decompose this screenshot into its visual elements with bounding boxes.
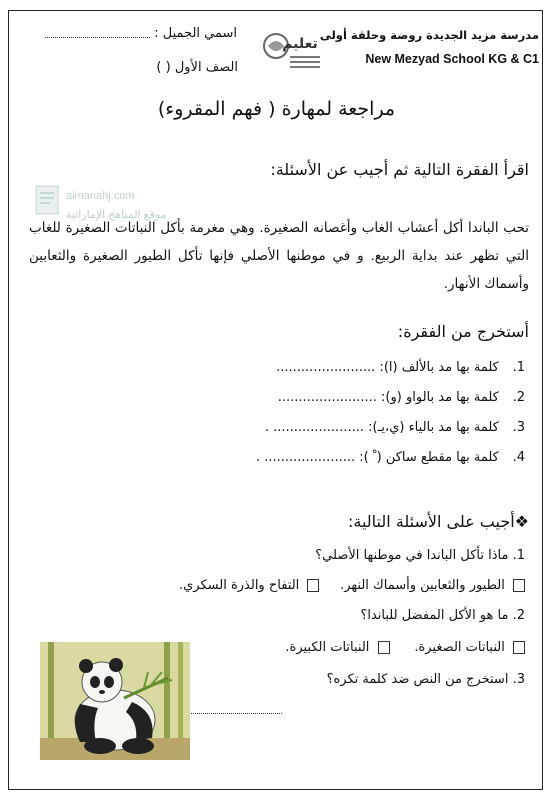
ministry-logo bbox=[258, 24, 324, 78]
option-checkbox[interactable] bbox=[378, 641, 390, 654]
extract-item-num: 4. bbox=[512, 450, 525, 465]
panda-picture bbox=[40, 642, 190, 760]
watermark-site: almanahj.com bbox=[66, 190, 135, 202]
extract-item-2[interactable] bbox=[278, 390, 525, 405]
question-3: 3. استخرج من النص ضد كلمة تكره؟ bbox=[326, 672, 525, 687]
extract-item-text: كلمة بها مقطع ساكن ( ْ ): ...................... . bbox=[255, 450, 499, 465]
q2-option-a: النباتات الصغيرة. bbox=[414, 640, 505, 655]
question-2-options bbox=[285, 640, 525, 655]
extract-item-3[interactable] bbox=[265, 420, 525, 435]
extract-item-num: 1. bbox=[512, 360, 525, 375]
q1-option-b: التفاح والذرة السكري. bbox=[178, 578, 300, 593]
watermark-document-icon bbox=[34, 184, 64, 218]
student-name-row bbox=[32, 26, 237, 41]
reading-instruction: اقرأ الفقرة التالية ثم أجيب عن الأسئلة: bbox=[270, 160, 529, 179]
logo-text: تعليم bbox=[282, 36, 318, 52]
question-1: 1. ماذا تأكل الباندا في موطنها الأصلي؟ bbox=[315, 548, 525, 563]
school-name-arabic: مدرسة مزيد الجديدة روضة وحلقة أولى bbox=[319, 28, 539, 42]
panda-icon bbox=[40, 642, 190, 760]
option-checkbox[interactable] bbox=[513, 579, 525, 592]
watermark-subtitle: موقع المناهج الإماراتية bbox=[66, 209, 167, 221]
extract-item-num: 2. bbox=[512, 390, 525, 405]
worksheet-title: مراجعة لمهارة ( فهم المقروء) bbox=[157, 98, 396, 120]
question-1-options bbox=[179, 578, 525, 593]
extract-item-num: 3. bbox=[512, 420, 525, 435]
option-checkbox[interactable] bbox=[307, 579, 319, 592]
option-checkbox[interactable] bbox=[513, 641, 525, 654]
reading-passage: تحب الباندا أكل أعشاب الغاب وأغصانه الصغيرة. وهي مغرمة بأكل النباتات الصغيرة للغاب التي تظهر عند بداية الربيع. و في موطنها الأصلي فإنها تأكل الطيور الصغيرة والثعابين وأسماك الأنهار. bbox=[29, 220, 529, 292]
extract-item-text: كلمة بها مد بالياء (ي،يـ): ...................... . bbox=[264, 420, 499, 435]
extract-item-1[interactable] bbox=[276, 360, 525, 375]
emirates-schools-logo-icon bbox=[258, 24, 324, 78]
extract-instruction: أستخرج من الفقرة: bbox=[397, 322, 529, 341]
q2-option-b: النباتات الكبيرة. bbox=[285, 640, 370, 655]
extract-item-4[interactable] bbox=[256, 450, 525, 465]
school-name-english: New Mezyad School KG & C1 bbox=[365, 52, 539, 66]
answer-instruction: ❖أجيب على الأسئلة التالية: bbox=[347, 512, 529, 531]
class-label: الصف الأول ( ) bbox=[156, 60, 238, 75]
name-blank[interactable] bbox=[45, 29, 150, 38]
name-label: اسمي الجميل : bbox=[154, 26, 237, 41]
extract-item-text: كلمة بها مد بالواو (و): ........................ bbox=[277, 390, 499, 405]
question-2: 2. ما هو الأكل المفضل للباندا؟ bbox=[360, 608, 525, 623]
q1-option-a: الطيور والثعابين وأسماك النهر. bbox=[340, 578, 505, 593]
extract-item-text: كلمة بها مد بالألف (ا): ........................ bbox=[276, 360, 499, 375]
